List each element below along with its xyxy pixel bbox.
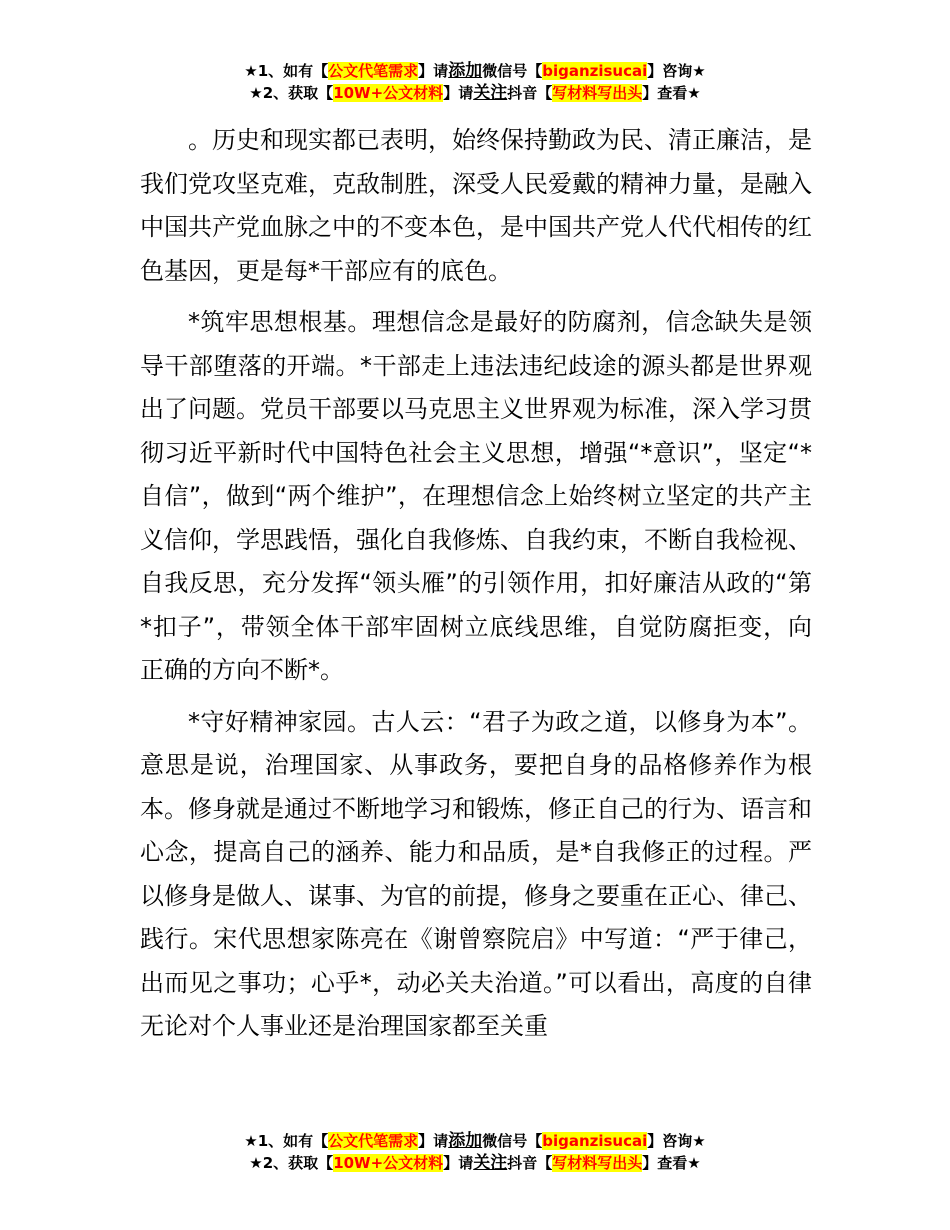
banner-text: ★1、如有【 xyxy=(244,62,329,80)
footer-line-2 xyxy=(0,1152,950,1174)
banner-text: ★1、如有【 xyxy=(244,1132,329,1150)
footer-line-1 xyxy=(0,1130,950,1152)
banner-text: 抖音【 xyxy=(507,1154,553,1172)
banner-follow-emphasis: 关注 xyxy=(473,83,508,103)
banner-text: ★2、获取【 xyxy=(249,1154,334,1172)
banner-follow-emphasis: 关注 xyxy=(473,1153,508,1173)
banner-line-2 xyxy=(0,82,950,104)
banner-add-emphasis: 添加 xyxy=(448,61,483,81)
paragraph-3: *守好精神家园。古人云：“君子为政之道，以修身为本”。意思是说，治理国家、从事政务，要把自身的品格修养作为根本。修身就是通过不断地学习和锻炼，修正自己的行为、语言和心念，提高自己的涵养、能力和品质，是*自我修正的过程。严以修身是做人、谋事、为官的前提，修身之要重在正心、律己、践行。宋代思想家陈亮在《谢曾察院启》中写道：“严于律己，出而见之事功；心乎*，动必关夫治道。”可以看出，高度的自律无论对个人事业还是治理国家都至关重 xyxy=(140,707,812,1040)
banner-text: 】请 xyxy=(418,62,449,80)
highlight-douyin-account: 写材料写出头 xyxy=(552,84,643,102)
highlight-ghostwriting: 公文代笔需求 xyxy=(328,1132,419,1150)
document-body xyxy=(140,119,812,1057)
footer-banner xyxy=(0,1130,950,1174)
banner-text: 】咨询★ xyxy=(647,1132,706,1150)
banner-text: 抖音【 xyxy=(507,84,553,102)
highlight-wechat-id: biganzisucai xyxy=(542,62,648,80)
highlight-materials: 10W+公文材料 xyxy=(333,84,444,102)
highlight-douyin-account: 写材料写出头 xyxy=(552,1154,643,1172)
banner-text: ★2、获取【 xyxy=(249,84,334,102)
banner-line-1 xyxy=(0,60,950,82)
banner-text: 】请 xyxy=(443,1154,474,1172)
highlight-materials: 10W+公文材料 xyxy=(333,1154,444,1172)
banner-text: 】查看★ xyxy=(642,1154,701,1172)
paragraph-2: *筑牢思想根基。理想信念是最好的防腐剂，信念缺失是领导干部堕落的开端。*干部走上违法违纪歧途的源头都是世界观出了问题。党员干部要以马克思主义世界观为标准，深入学习贯彻习近平新时代中国特色社会主义思想，增强“*意识”，坚定“*自信”，做到“两个维护”，在理想信念上始终树立坚定的共产主义信仰，学思践悟，强化自我修炼、自我约束，不断自我检视、自我反思，充分发挥“领头雁”的引领作用，扣好廉洁从政的“第*扣子”，带领全体干部牢固树立底线思维，自觉防腐拒变，向正确的方向不断*。 xyxy=(140,308,812,684)
banner-text: 微信号【 xyxy=(482,62,543,80)
banner-text: 微信号【 xyxy=(482,1132,543,1150)
banner-add-emphasis: 添加 xyxy=(448,1131,483,1151)
banner-text: 】咨询★ xyxy=(647,62,706,80)
banner-text: 】请 xyxy=(418,1132,449,1150)
highlight-ghostwriting: 公文代笔需求 xyxy=(328,62,419,80)
paragraph-1: 。历史和现实都已表明，始终保持勤政为民、清正廉洁，是我们党攻坚克难，克敌制胜，深受人民爱戴的精神力量，是融入中国共产党血脉之中的不变本色，是中国共产党人代代相传的红色基因，更是每*干部应有的底色。 xyxy=(140,126,812,285)
banner-text: 】请 xyxy=(443,84,474,102)
banner-text: 】查看★ xyxy=(642,84,701,102)
header-banner xyxy=(0,60,950,104)
highlight-wechat-id: biganzisucai xyxy=(542,1132,648,1150)
